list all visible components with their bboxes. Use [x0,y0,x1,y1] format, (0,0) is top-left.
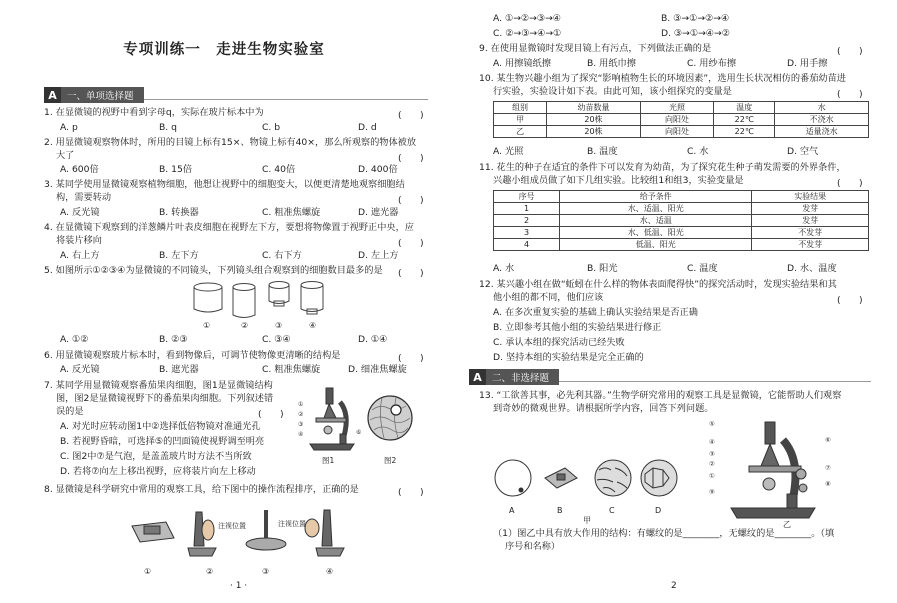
question-7-cont: 图，图2是显微镜视野下的番茄果肉细胞。下列叙述错 [56,393,274,404]
table-row [494,114,869,126]
section-label: 一、单项选择题 [61,87,144,103]
question-8: 8. 显微镜是科学研究中常用的观察工具，给下图中的操作流程排序，正确的是 [44,484,359,495]
q12-option-a: A. 在多次重复实验的基础上确认实验结果是否正确 [493,307,698,318]
svg-text:④: ④ [298,431,304,438]
svg-text:⑦: ⑦ [825,464,831,472]
question-4: 4. 在显微镜下观察到的洋葱鳞片叶表皮细胞在视野左下方，要想将物像置于视野正中央，应 [44,222,414,233]
q8-option-a: A. ①→②→③→④ [493,13,562,24]
q7-option-b: B. 若视野昏暗，可选择⑤的凹面镜使视野调至明亮 [60,436,265,447]
answer-paren: ( ) [398,195,424,206]
q9-option-a: A. 用擦镜纸擦 [493,58,551,69]
q12-option-b: B. 立即参考其他小组的实验结果进行修正 [493,322,662,333]
td: 不发芽 [752,239,869,251]
table-row [494,126,869,138]
lens-label-1: ① [203,321,211,330]
question-4-cont: 将装片移向 [56,235,102,246]
q6-option-b: B. 遮光器 [159,364,199,375]
page-number: · 1 · [230,581,248,591]
q11-option-a: A. 水 [493,263,515,274]
microscope-figure-yi [707,414,857,522]
table-row [494,239,869,251]
fig-label-a: A [509,506,515,515]
answer-paren: ( ) [258,409,284,420]
td: 3 [494,227,560,239]
th: 幼苗数量 [547,102,641,114]
q1-option-a: A. p [60,122,78,133]
td: 向阳处 [640,126,713,138]
td: 不浇水 [775,114,869,126]
q6-option-c: C. 粗准焦螺旋 [262,364,321,375]
question-11-cont: 兴趣小组成员做了如下几组实验。比较组1和组3，实验变量是 [493,175,744,186]
svg-text:⑧: ⑧ [825,480,831,488]
td: 向阳处 [640,114,713,126]
question-2: 2. 用显微镜观察物体时，所用的目镜上标有15×、物镜上标有40×，那么所观察的物体被放 [44,137,417,148]
svg-text:⑥: ⑥ [825,436,831,444]
figure-jia-caption: 甲 [583,516,591,525]
page-title: 专项训练一 走进生物实验室 [123,42,325,58]
th: 组别 [494,102,547,114]
q10-option-d: D. 空气 [787,146,819,157]
answer-paren: ( ) [837,295,863,306]
svg-text:①: ① [709,472,715,480]
q1-option-b: B. q [159,122,177,133]
td: 1 [494,203,560,215]
td: 22℃ [714,114,775,126]
q11-option-c: C. 温度 [687,263,718,274]
q9-option-c: C. 用纱布擦 [687,58,737,69]
table-header-row [494,191,869,203]
td: 不发芽 [752,227,869,239]
q6-option-d: D. 细准焦螺旋 [348,364,407,375]
question-13-1-cont: 序号和名称） [505,541,561,552]
question-10-cont: 行实验，实验设计如下表。由此可知，该小组探究的变量是 [493,86,732,97]
svg-text:①: ① [298,401,304,408]
table-row [494,203,869,215]
fig-label-d: D [655,506,662,515]
th: 给予条件 [560,191,752,203]
q3-option-c: C. 粗准焦螺旋 [262,207,321,218]
table-row [494,227,869,239]
svg-text:②: ② [709,460,715,468]
q12-option-c: C. 承认本组的探究活动已经失败 [493,337,625,348]
figure-1-caption: 图1 [322,456,335,465]
q5-option-b: B. ②③ [159,334,188,345]
td: 4 [494,239,560,251]
figure-yi-caption: 乙 [783,520,791,529]
question-13-1: （1）图乙中具有放大作用的结构：有螺纹的是________，无螺纹的是________。（填 [493,528,835,539]
fig-label-b: B [557,506,563,515]
question-3-cont: 构，需要转动 [56,192,112,203]
td: 水、适温、阳光 [560,203,752,215]
answer-paren: ( ) [398,268,424,279]
section-badge: A [44,87,61,103]
question-12-cont: 他小组的都不同，他们应该 [493,292,604,303]
microscope-figure-1 [296,384,366,456]
question-10: 10. 某生物兴趣小组为了探究“影响植物生长的环境因素”，选用生长状况相仿的番茄幼苗进 [479,73,846,84]
question-6: 6. 用显微镜观察玻片标本时，看到物像后，可调节使物像更清晰的结构是 [44,350,341,361]
q10-option-a: A. 光照 [493,146,524,157]
section-badge: A [469,369,486,385]
fig-label-c: C [609,506,615,515]
td: 2 [494,215,560,227]
td: 发芽 [752,215,869,227]
q9-option-d: D. 用手擦 [787,58,828,69]
svg-text:⑥: ⑥ [356,429,362,436]
q8-option-b: B. ③→①→②→④ [661,13,730,24]
q11-option-b: B. 阳光 [587,263,618,274]
question-3: 3. 某同学使用显微镜观察植物细胞，他想让视野中的细胞变大，以便更清楚地观察细胞结 [44,179,405,190]
q5-option-c: C. ③④ [262,334,291,345]
td: 水、低温、阳光 [560,227,752,239]
gaze-note-1: 注视位置 [218,522,246,530]
answer-paren: ( ) [398,110,424,121]
answer-paren: ( ) [837,46,863,57]
operation-steps-figure [126,504,356,564]
td: 发芽 [752,203,869,215]
cell-view-figure-2 [366,394,414,442]
section-header-mcq [44,87,428,103]
td: 适量浇水 [775,126,869,138]
q4-option-d: D. 左上方 [358,250,399,261]
question-7: 7. 某同学用显微镜观察番茄果肉细胞，图1是显微镜结构 [44,380,273,391]
q9-option-b: B. 用纸巾擦 [587,58,636,69]
q8-option-c: C. ②→③→④→① [493,28,562,39]
section-label: 二、非选择题 [486,369,559,385]
td: 甲 [494,114,547,126]
q11-option-d: D. 水、温度 [787,263,837,274]
question-2-cont: 大了 [56,150,75,161]
answer-paren: ( ) [398,153,424,164]
answer-paren: ( ) [837,89,863,100]
answer-paren: ( ) [398,353,424,364]
th: 水 [775,102,869,114]
q3-option-a: A. 反光镜 [60,207,100,218]
td: 水、适温 [560,215,752,227]
lens-label-3: ③ [275,321,283,330]
q7-option-c: C. 图2中⑦是气泡，是盖盖玻片时方法不当所致 [60,451,252,462]
gaze-note-2: 注视位置 [278,520,306,528]
table-q10 [493,101,869,138]
question-1: 1. 在显微镜的视野中看到字母q，实际在玻片标本中为 [44,107,264,118]
svg-text:⑤: ⑤ [709,420,715,428]
q7-option-a: A. 对光时应转动图1中②选择低倍物镜对准通光孔 [60,421,261,432]
right-page [449,0,897,603]
q6-option-a: A. 反光镜 [60,364,100,375]
table-header-row [494,102,869,114]
q5-option-a: A. ①② [60,334,89,345]
q5-option-d: D. ①④ [358,334,388,345]
step-label-4: ④ [326,567,334,576]
table-q11 [493,190,869,251]
step-label-3: ③ [262,567,270,576]
q1-option-d: D. d [358,122,377,133]
q2-option-b: B. 15倍 [159,164,193,175]
lens-label-4: ④ [309,321,317,330]
q10-option-c: C. 水 [687,146,709,157]
page-number: 2 [671,581,677,591]
q1-option-c: C. b [262,122,281,133]
q7-option-d: D. 若将⑦向左上移出视野，应将装片向左上移动 [60,466,256,477]
question-5: 5. 如图所示①②③④为显微镜的不同镜头，下列镜头组合观察到的细胞数目最多的是 [44,265,383,276]
q2-option-a: A. 600倍 [60,164,99,175]
th: 光照 [640,102,713,114]
th: 序号 [494,191,560,203]
q8-option-d: D. ③→①→④→② [661,28,730,39]
th: 温度 [714,102,775,114]
svg-text:③: ③ [709,450,715,458]
question-9: 9. 在使用显微镜时发现目镜上有污点，下列做法正确的是 [479,43,712,54]
figure-2-caption: 图2 [384,456,397,465]
td: 22℃ [714,126,775,138]
q4-option-c: C. 右下方 [262,250,302,261]
answer-paren: ( ) [398,238,424,249]
svg-text:③: ③ [298,421,304,428]
question-12: 12. 某兴趣小组在做“蚯蚓在什么样的物体表面爬得快”的探究活动时，发现实验结果和其 [479,279,837,290]
svg-text:②: ② [298,411,304,418]
q4-option-a: A. 右上方 [60,250,100,261]
q12-option-d: D. 坚持本组的实验结果是完全正确的 [493,352,644,363]
q2-option-d: D. 400倍 [358,164,398,175]
question-7-cont2: 误的是 [56,406,84,417]
td: 低温、阳光 [560,239,752,251]
question-13-cont: 到奇妙的微观世界。请根据所学内容，回答下列问题。 [493,403,714,414]
th: 实验结果 [752,191,869,203]
figure-jia [493,456,683,504]
q3-option-d: D. 遮光器 [358,207,399,218]
question-11: 11. 花生的种子在适宜的条件下可以发育为幼苗，为了探究花生种子萌发需要的外界条件， [479,162,846,173]
svg-text:④: ④ [709,438,715,446]
q10-option-b: B. 温度 [587,146,618,157]
table-row [494,215,869,227]
answer-paren: ( ) [398,487,424,498]
lens-label-2: ② [241,321,249,330]
td: 乙 [494,126,547,138]
q2-option-c: C. 40倍 [262,164,296,175]
step-label-2: ② [206,567,214,576]
svg-text:⑨: ⑨ [709,488,715,496]
td: 20株 [547,114,641,126]
question-13: 13. “工欲善其事，必先利其器。”生物学研究常用的观察工具是显微镜，它能帮助人们观察 [479,390,842,401]
td: 20株 [547,126,641,138]
left-page [0,0,448,603]
step-label-1: ① [144,567,152,576]
answer-paren: ( ) [837,178,863,189]
q4-option-b: B. 左下方 [159,250,199,261]
q3-option-b: B. 转换器 [159,207,199,218]
section-header-non-mcq [469,369,871,385]
